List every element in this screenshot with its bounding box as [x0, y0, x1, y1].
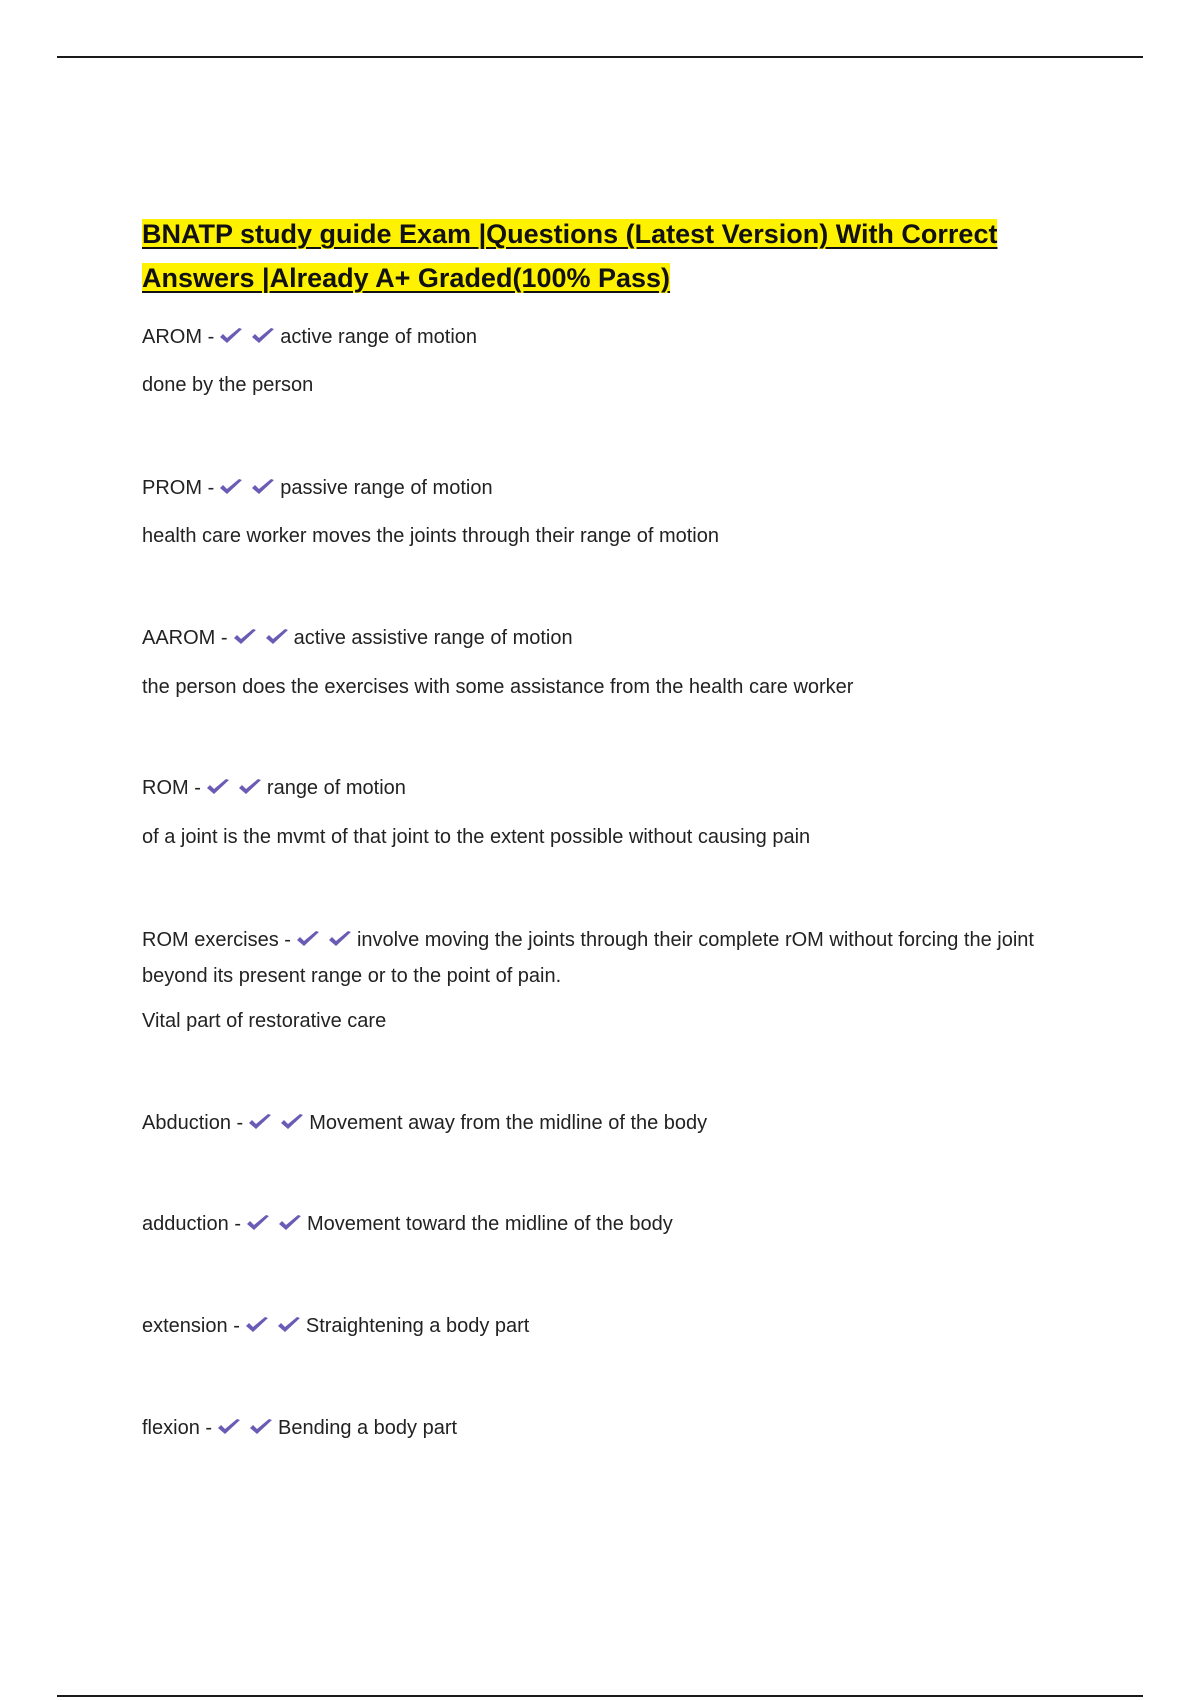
- entry-definition: Movement toward the midline of the body: [306, 1213, 673, 1235]
- entry-term: PROM: [142, 477, 202, 499]
- check-icon: [327, 929, 353, 949]
- top-rule: [57, 56, 1143, 58]
- entry-term-line: [142, 1412, 1082, 1448]
- entry-note: of a joint is the mvmt of that joint to the extent possible without causing pain: [142, 826, 811, 848]
- check-icon: [277, 1213, 303, 1233]
- entry-separator: -: [233, 1315, 240, 1337]
- entry-term-line: [142, 1310, 1082, 1346]
- entry-separator: -: [205, 1417, 213, 1439]
- entry-definition: involve moving the joints through their complete rOM without forcing the joint beyond its present range or to the point of pain.: [142, 929, 1034, 987]
- entry-term-line: [142, 472, 1082, 508]
- double-check-icon: [247, 1110, 307, 1143]
- entry-term: flexion: [142, 1417, 200, 1439]
- check-icon: [232, 627, 258, 647]
- check-icon: [218, 326, 244, 346]
- entry-definition: range of motion: [266, 777, 406, 799]
- check-icon: [276, 1315, 302, 1335]
- entry-term: AROM: [142, 326, 202, 348]
- entry-definition: active range of motion: [280, 326, 478, 348]
- entry-note: done by the person: [142, 374, 314, 396]
- entry-term-line: [142, 321, 1082, 357]
- entry-term: ROM exercises: [142, 929, 279, 951]
- entry-note: health care worker moves the joints through their range of motion: [142, 525, 719, 547]
- double-check-icon: [205, 775, 265, 808]
- bottom-rule: [57, 1695, 1143, 1697]
- check-icon: [250, 477, 276, 497]
- entry-term: Abduction: [142, 1112, 231, 1134]
- check-icon: [264, 627, 290, 647]
- entry-term-line: [142, 622, 1082, 658]
- entry-definition: Straightening a body part: [305, 1315, 530, 1337]
- entry-separator: -: [220, 627, 228, 649]
- check-icon: [237, 777, 263, 797]
- entry-term-line: [142, 924, 1042, 993]
- entry-term-line: [142, 772, 1082, 808]
- entry-definition: active assistive range of motion: [293, 627, 573, 649]
- check-icon: [248, 1417, 274, 1437]
- entry-separator: -: [207, 326, 215, 348]
- double-check-icon: [218, 475, 278, 508]
- entry-separator: -: [194, 777, 201, 799]
- double-check-icon: [295, 927, 355, 960]
- entry-term: AAROM: [142, 627, 216, 649]
- check-icon: [245, 1213, 271, 1233]
- entry-term: extension: [142, 1315, 228, 1337]
- double-check-icon: [218, 324, 278, 357]
- check-icon: [205, 777, 231, 797]
- check-icon: [216, 1417, 242, 1437]
- check-icon: [279, 1112, 305, 1132]
- document-title-text: BNATP study guide Exam |Questions (Latest Version) With Correct Answers |Already A+ Graded(100% Pass): [142, 219, 998, 293]
- document-title: [142, 212, 1062, 300]
- check-icon: [247, 1112, 273, 1132]
- check-icon: [218, 477, 244, 497]
- entry-note: Vital part of restorative care: [142, 1010, 387, 1032]
- entry-note: the person does the exercises with some assistance from the health care worker: [142, 676, 854, 698]
- double-check-icon: [245, 1211, 305, 1244]
- double-check-icon: [216, 1415, 276, 1448]
- entry-definition: passive range of motion: [280, 477, 493, 499]
- entry-term-line: [142, 1107, 1082, 1143]
- check-icon: [295, 929, 321, 949]
- check-icon: [244, 1315, 270, 1335]
- entry-term: ROM: [142, 777, 189, 799]
- entry-term-line: [142, 1208, 1082, 1244]
- double-check-icon: [232, 625, 292, 658]
- entry-separator: -: [207, 477, 215, 499]
- entry-separator: -: [236, 1112, 244, 1134]
- double-check-icon: [244, 1313, 304, 1346]
- entry-separator: -: [234, 1213, 241, 1235]
- entry-definition: Movement away from the midline of the body: [309, 1112, 708, 1134]
- entry-term: adduction: [142, 1213, 229, 1235]
- entry-separator: -: [284, 929, 291, 951]
- check-icon: [250, 326, 276, 346]
- entry-definition: Bending a body part: [278, 1417, 458, 1439]
